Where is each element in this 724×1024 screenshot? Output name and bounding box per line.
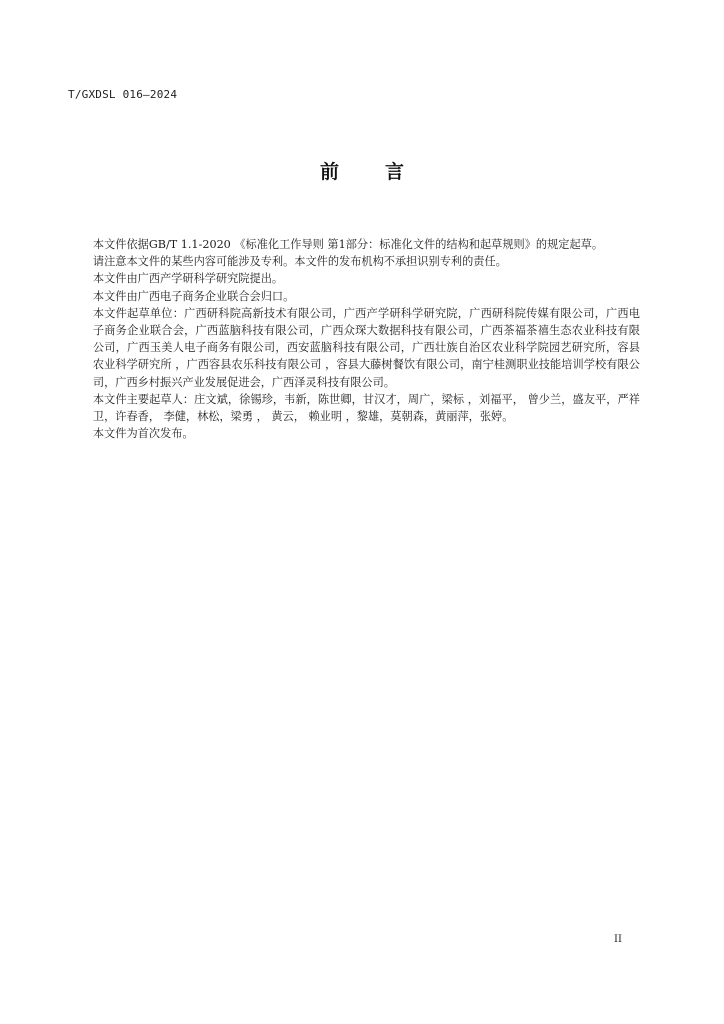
paragraph-first-release: 本文件为首次发布。 [92,427,194,441]
page-title [0,157,724,184]
paragraph-proposer: 本文件由广西产学研科学研究院提出。 [92,272,284,286]
paragraph-standard-basis: 本文件依据GB/T 1.1-2020 《标准化工作导则 第1部分：标准化文件的结构和起草规则》的规定起草。 [92,238,604,251]
title-char-1: 前 [319,161,339,183]
paragraph-centralized-unit: 本文件由广西电子商务企业联合会归口。 [92,289,295,303]
foreword-body [66,236,640,442]
paragraph-drafting-units: 本文件起草单位：广西研科院高新技术有限公司，广西产学研科学研究院，广西研科院传媒有限公司，广西电子商务企业联合会，广西蓝脑科技有限公司，广西众琛大数据科技有限公司，广西茶福茶禧生态农业科技有限公司，广西玉美人电子商务有限公司，西安蓝脑科技有限公司，广西壮族自治区农业科学院园艺研究所，容县农业科学研究所 ，广西容县农乐科技有限公司 ，容县大藤树餐饮有限公司，南宁桂测职业技能培训学校有限公司，广西乡村振兴产业发展促进会，广西泽灵科技有限公司。 [92,306,640,389]
document-code: T/GXDSL 016—2024 [68,88,178,101]
paragraph-patent-notice: 请注意本文件的某些内容可能涉及专利。本文件的发布机构不承担识别专利的责任。 [92,255,507,269]
page-number: II [614,934,622,945]
paragraph-drafters: 本文件主要起草人：庄文斌，徐锡珍，韦新，陈世卿，甘汉才，周广，梁标 ，刘福平， 曾少兰，盛友平，严祥卫，许春香， 李健，林松，梁勇 ， 黄云， 赖业明 ，黎雄，莫朝森，黄丽萍，张婷。 [92,392,640,424]
title-char-2: 言 [385,161,405,183]
